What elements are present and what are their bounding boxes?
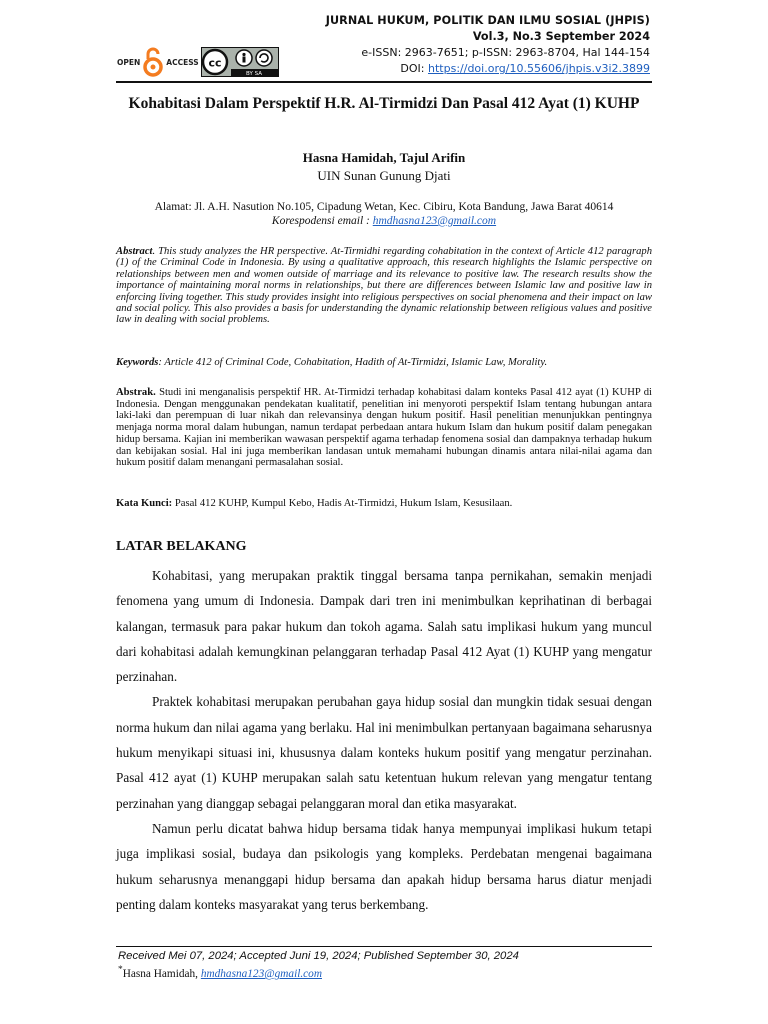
abstract-english-label: Abstract bbox=[116, 246, 153, 257]
body-paragraph: Namun perlu dicatat bahwa hidup bersama tidak hanya mempunyai implikasi hukum tetapi juga implikasi sosial, budaya dan psikologis yang kompleks. Perdebatan mengenai bagaimana hukum seharusnya menanggapi hidup bersama dan apakah hidup bersama harus diatur menjadi penting dalam konteks masyarakat yang terus berkembang. bbox=[116, 820, 652, 912]
open-access-logo bbox=[117, 47, 199, 77]
paper-title: Kohabitasi Dalam Perspektif H.R. Al-Tirmidzi Dan Pasal 412 Ayat (1) KUHP bbox=[128, 95, 640, 112]
footer-author-name: Hasna Hamidah, bbox=[122, 967, 198, 980]
keywords-indonesian bbox=[116, 498, 652, 509]
footer-divider bbox=[116, 946, 652, 947]
abstract-english-text: . This study analyzes the HR perspective. At-Tirmidhi regarding cohabitation in the context of Article 412 paragraph (1) of the Criminal Code in Indonesia. By using a qualitative approach, this research highlights the Islamic perspective on relationships between men and women outside of marriage and its relevance to positive law. The research results show the importance of maintaining moral norms in relationships, but there are differences between Islamic law and positive law in enforcing living together. This study provides insight into religious perspectives on social phenomena and their impact on law and social policy. This also provides a basis for understanding the dynamic relationship between religious values and positive law in dealing with social problems. bbox=[116, 246, 652, 326]
footer-author-mark: * bbox=[118, 965, 123, 975]
keywords-indonesian-text: Pasal 412 KUHP, Kumpul Kebo, Hadis At-Tirmidzi, Hukum Islam, Kesusilaan. bbox=[172, 498, 513, 509]
footer-author bbox=[118, 965, 322, 980]
header-divider bbox=[116, 81, 652, 83]
journal-volume: Vol.3, No.3 September 2024 bbox=[472, 30, 650, 43]
section-heading: LATAR BELAKANG bbox=[116, 539, 247, 554]
keywords-english bbox=[116, 357, 652, 368]
abstract-indonesian-text: Studi ini menganalisis perspektif HR. At-Tirmidzi terhadap kohabitasi dalam konteks Pasal 412 ayat (1) KUHP di Indonesia. Dengan menggunakan pendekatan kualitatif, penelitian ini menyoroti perspektif Islam tentang hubungan antara laki-laki dan perempuan di luar nikah dan relevansinya dengan hukum positif. Hasil penelitian menunjukkan pentingnya menjaga norma moral dalam hubungan, namun terdapat perbedaan antara hukum Islam dan hukum positif dalam penegakan hidup bersama. Kajian ini memberikan wawasan perspektif agama terhadap fenomena sosial dan dampaknya terhadap hukum dan kebijakan sosial. Hal ini juga memberikan landasan untuk memahami hubungan dinamis antara nilai-nilai agama dan hukum positif dalam menangani permasalahan sosial. bbox=[116, 387, 652, 469]
cc-license-text: BY SA bbox=[246, 71, 262, 77]
journal-doi bbox=[326, 62, 650, 75]
keywords-english-label: Keywords bbox=[116, 357, 159, 368]
doi-link[interactable]: https://doi.org/10.55606/jhpis.v3i2.3899 bbox=[428, 62, 650, 75]
correspondence-label: Korespodensi email : bbox=[271, 215, 370, 227]
abstract-indonesian-label: Abstrak. bbox=[116, 387, 156, 398]
author-address: Alamat: Jl. A.H. Nasution No.105, Cipadung Wetan, Kec. Cibiru, Kota Bandung, Jawa Barat 40614 bbox=[154, 201, 614, 213]
keywords-indonesian-label: Kata Kunci: bbox=[116, 498, 173, 509]
paper-authors: Hasna Hamidah, Tajul Arifin bbox=[302, 150, 466, 165]
svg-text:cc: cc bbox=[208, 56, 222, 70]
open-access-right-text: ACCESS bbox=[166, 57, 199, 67]
doi-label: DOI: bbox=[400, 62, 425, 75]
body-paragraph: Praktek kohabitasi merupakan perubahan gaya hidup sosial dan mungkin tidak sesuai dengan norma hukum dan nilai agama yang berlaku. Hal ini menimbulkan pertanyaan bagaimana seharusnya hukum menyikapi situasi ini, khususnya dalam konteks hukum positif yang mengatur perzinahan. Pasal 412 ayat (1) KUHP merupakan salah satu ketentuan hukum relevan yang mengatur tentang perzinahan yang dianggap sebagai pelanggaran moral dan etika masyarakat. bbox=[116, 694, 652, 811]
creative-commons-icon bbox=[201, 47, 279, 77]
open-access-left-text: OPEN bbox=[117, 57, 141, 67]
body-paragraph: Kohabitasi, yang merupakan praktik tinggal bersama tanpa pernikahan, semakin menjadi fenomena yang umum di Indonesia. Dampak dari tren ini menimbulkan keprihatinan di berbagai kalangan, termasuk para pakar hukum dan tokoh agama. Salah satu implikasi hukum yang muncul dari kohabitasi adalah kemungkinan pelanggaran terhadap Pasal 412 Ayat (1) KUHP yang mengatur perzinahan. bbox=[116, 568, 652, 685]
open-lock-icon bbox=[142, 47, 164, 77]
abstract-indonesian bbox=[116, 387, 652, 469]
footer-email-link[interactable]: hmdhasna123@gmail.com bbox=[200, 967, 322, 980]
abstract-english bbox=[116, 246, 652, 326]
body-text bbox=[116, 563, 652, 917]
correspondence-email-link[interactable]: hmdhasna123@gmail.com bbox=[372, 215, 497, 227]
correspondence bbox=[116, 215, 652, 227]
journal-header bbox=[326, 14, 650, 75]
journal-issn: e-ISSN: 2963-7651; p-ISSN: 2963-8704, Hal 144-154 bbox=[361, 46, 650, 59]
publication-dates: Received Mei 07, 2024; Accepted Juni 19, 2024; Published September 30, 2024 bbox=[118, 950, 519, 962]
author-affiliation: UIN Sunan Gunung Djati bbox=[317, 168, 451, 183]
keywords-english-text: : Article 412 of Criminal Code, Cohabitation, Hadith of At-Tirmidzi, Islamic Law, Morality. bbox=[158, 357, 548, 368]
cc-by-sa-badge bbox=[201, 47, 279, 82]
journal-name: JURNAL HUKUM, POLITIK DAN ILMU SOSIAL (JHPIS) bbox=[325, 14, 650, 27]
